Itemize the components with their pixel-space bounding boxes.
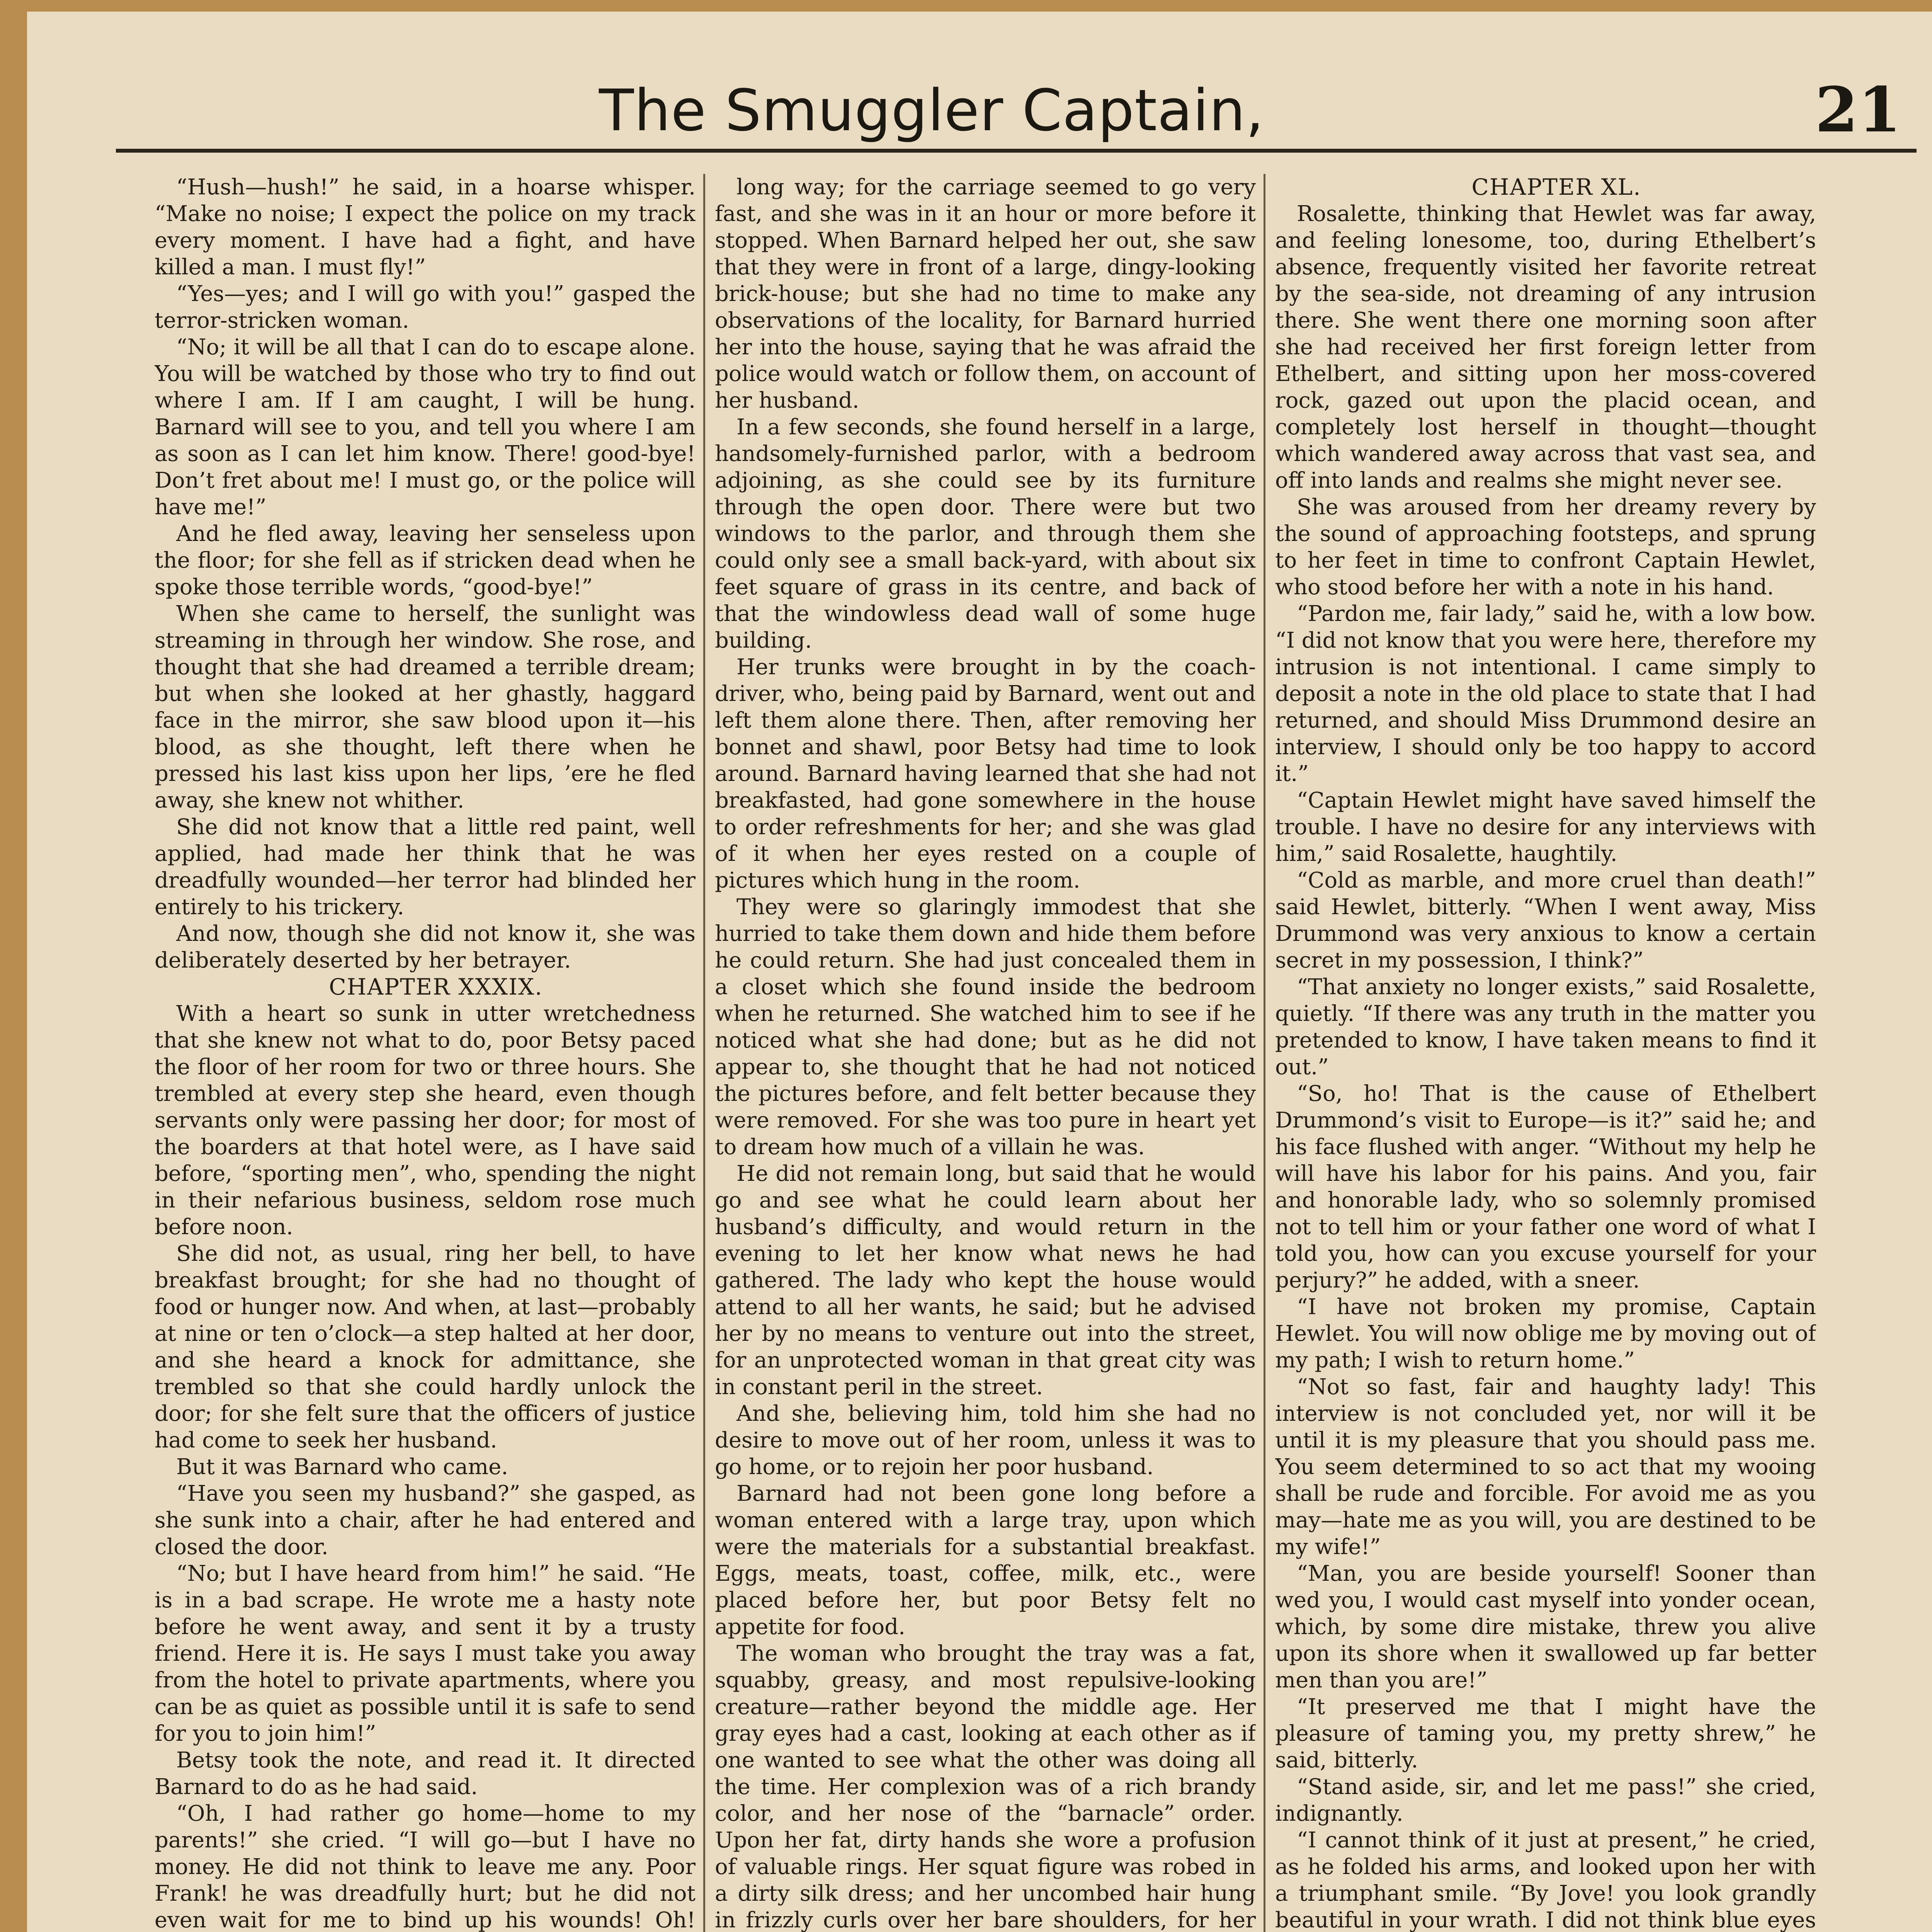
paragraph: She was aroused from her dreamy revery by the sound of approaching footsteps, and sprung to her feet in time to confront Captain Hewlet, who stood before her with a note in his hand. bbox=[1275, 495, 1816, 600]
column-1-paragraphs-after bbox=[155, 1000, 696, 1932]
paragraph: She did not know that a little red paint, well applied, had made her think that he was dreadfully wounded—her terror had blinded her entirely to his trickery. bbox=[155, 815, 696, 920]
column-3 bbox=[1275, 174, 1816, 1932]
paragraph: “Pardon me, fair lady,” said he, with a low bow. “I did not know that you were here, therefore my intrusion is not intentional. I came simply to deposit a note in the old place to state that I had returned, and should Miss Drummond desire an interview, I should only be too happy to accord it.” bbox=[1275, 601, 1816, 786]
paragraph: But it was Barnard who came. bbox=[176, 1454, 509, 1480]
paragraph: “That anxiety no longer exists,” said Rosalette, quietly. “If there was any truth in the matter you pretended to know, I have taken means to find it out.” bbox=[1275, 975, 1816, 1080]
paragraph: “No; it will be all that I can do to escape alone. You will be watched by those who try to find out where I am. If I am caught, I will be hung. Barnard will see to you, and tell you where I am as soon as I can let him know. There! good-bye! Don’t fret about me! I must go, or the police will have me!” bbox=[155, 335, 696, 520]
column-divider bbox=[703, 174, 705, 1932]
paragraph: And she, believing him, told him she had no desire to move out of her room, unless it was to go home, or to rejoin her poor husband. bbox=[715, 1401, 1256, 1480]
paragraph: “Stand aside, sir, and let me pass!” she cried, indignantly. bbox=[1275, 1774, 1816, 1826]
paragraph: With a heart so sunk in utter wretchedness that she knew not what to do, poor Betsy paced the floor of her room for two or three hours. She trembled at every step she heard, even though servants only were passing her door; for most of the boarders at that hotel were, as I have said before, “sporting men”, who, spending the night in their nefarious business, seldom rose much before noon. bbox=[155, 1001, 696, 1240]
header-rule bbox=[116, 149, 1917, 153]
paragraph: They were so glaringly immodest that she hurried to take them down and hide them before he could return. She had just concealed them in a closet which she found inside the bedroom when he returned. She watched him to see if he noticed what she had done; but as he did not appear to, she thought that he had not noticed the pictures before, and felt better because they were removed. For she was too pure in heart yet to dream how much of a villain he was. bbox=[715, 895, 1256, 1160]
paragraph: And he fled away, leaving her senseless upon the floor; for she fell as if stricken dead when he spoke those terrible words, “good-bye!” bbox=[155, 521, 696, 600]
paragraph: “Hush—hush!” he said, in a hoarse whisper. “Make no noise; I expect the police on my track every moment. I have had a fight, and have killed a man. I must fly!” bbox=[155, 175, 696, 280]
paragraph: In a few seconds, she found herself in a large, handsomely-furnished parlor, with a bedroom adjoining, as she could see by its furniture through the open door. There were but two windows to the parlor, and through them she could only see a small back-yard, with about six feet square of grass in its centre, and back of that the windowless dead wall of some huge building. bbox=[715, 415, 1256, 653]
page-header bbox=[27, 12, 1932, 151]
paragraph: “Captain Hewlet might have saved himself the trouble. I have no desire for any interviews with him,” said Rosalette, haughtily. bbox=[1275, 788, 1816, 866]
running-title: The Smuggler Captain, bbox=[599, 77, 1264, 144]
paragraph: long way; for the carriage seemed to go very fast, and she was in it an hour or more before it stopped. When Barnard helped her out, she saw that they were in front of a large, dingy-looking brick-house; but she had no time to make any observations of the locality, for Barnard hurried her into the house, saying that he was afraid the police would watch or follow them, on account of her husband. bbox=[715, 175, 1256, 413]
paragraph: He did not remain long, but said that he would go and see what he could learn about her husband’s difficulty, and would return in the evening to let her know what news he had gathered. The lady who kept the house would attend to all her wants, he said; but he advised her by no means to venture out into the street, for an unprotected woman in that great city was in constant peril in the street. bbox=[715, 1161, 1256, 1400]
chapter-heading: CHAPTER XXXIX. bbox=[329, 974, 543, 1000]
paragraph: “Yes—yes; and I will go with you!” gasped the terror-stricken woman. bbox=[155, 281, 696, 333]
paragraph: “Have you seen my husband?” she gasped, as she sunk into a chair, after he had entered and closed the door. bbox=[155, 1481, 696, 1560]
paragraph: And now, though she did not know it, she was deliberately deserted by her betrayer. bbox=[155, 921, 696, 973]
paragraph: Her trunks were brought in by the coach-driver, who, being paid by Barnard, went out and left them alone there. Then, after removing her bonnet and shawl, poor Betsy had time to look around. Barnard having learned that she had not breakfasted, had gone somewhere in the house to order refreshments for her; and she was glad of it when her eyes rested on a couple of pictures which hung in the room. bbox=[715, 655, 1256, 893]
paragraph: “Man, you are beside yourself! Sooner than wed you, I would cast myself into yonder ocean, which, by some dire mistake, threw you alive upon its shore when it swallowed up far better men than you are!” bbox=[1275, 1561, 1816, 1693]
page-number: 21 bbox=[1815, 73, 1901, 146]
paragraph: Barnard had not been gone long before a woman entered with a large tray, upon which were the materials for a substantial breakfast. Eggs, meats, toast, coffee, milk, etc., were placed before her, but poor Betsy felt no appetite for food. bbox=[715, 1481, 1256, 1639]
column-2-paragraphs bbox=[715, 174, 1256, 1932]
paragraph: “I cannot think of it just at present,” he cried, as he folded his arms, and looked upon her with a triumphant smile. “By Jove! you look grandly beautiful in your wrath. I did not think blue eyes bbox=[1275, 1828, 1816, 1932]
column-3-paragraphs bbox=[1275, 201, 1816, 1932]
paragraph: “Cold as marble, and more cruel than death!” said Hewlet, bitterly. “When I went away, Miss Drummond was very anxious to know a certain secret in my possession, I think?” bbox=[1275, 868, 1816, 973]
paragraph: When she came to herself, the sunlight was streaming in through her window. She rose, and thought that she had dreamed a terrible dream; but when she looked at her ghastly, haggard face in the mirror, she saw blood upon it—his blood, as she thought, left there when he pressed his last kiss upon her lips, ’ere he fled away, she knew not whither. bbox=[155, 601, 696, 813]
paragraph: The woman who brought the tray was a fat, squabby, greasy, and most repulsive-looking creature—rather beyond the middle age. Her gray eyes had a cast, looking at each other as if one wanted to see what the other was doing all the time. Her complexion was of a rich brandy color, and her nose of the “barnacle” order. Upon her fat, dirty hands she wore a profusion of valuable rings. Her squat figure was robed in a dirty silk dress; and her uncombed hair hung in frizzly curls over her bare shoulders, for her bbox=[715, 1641, 1256, 1932]
chapter-heading: CHAPTER XL. bbox=[1471, 174, 1641, 200]
paragraph: “Oh, I had rather go home—home to my parents!” she cried. “I will go—but I have no money. He did not think to leave me any. Poor Frank! he was dreadfully hurt; but he did not even wait for me to bind up his wounds! Oh! bbox=[155, 1801, 696, 1932]
paragraph: Betsy took the note, and read it. It directed Barnard to do as he had said. bbox=[155, 1748, 696, 1799]
column-1 bbox=[155, 174, 696, 1932]
column-1-paragraphs bbox=[155, 174, 696, 974]
paragraph: “No; but I have heard from him!” he said. “He is in a bad scrape. He wrote me a hasty note before he went away, and sent it by a trusty friend. Here it is. He says I must take you away from the hotel to private apartments, where you can be as quiet as possible until it is safe to send for you to join him!” bbox=[155, 1561, 696, 1746]
paragraph: She did not, as usual, ring her bell, to have breakfast brought; for she had no thought of food or hunger now. And when, at last—probably at nine or ten o’clock—a step halted at her door, and she heard a knock for admittance, she trembled so that she could hardly unlock the door; for she felt sure that the officers of justice had come to seek her husband. bbox=[155, 1241, 696, 1453]
paragraph: “I have not broken my promise, Captain Hewlet. You will now oblige me by moving out of my path; I wish to return home.” bbox=[1275, 1294, 1816, 1373]
paragraph: “Not so fast, fair and haughty lady! This interview is not concluded yet, nor will it be until it is my pleasure that you should pass me. You seem determined to so act that my wooing shall be rude and forcible. For avoid me as you may—hate me as you will, you are destined to be my wife!” bbox=[1275, 1374, 1816, 1560]
column-2 bbox=[715, 174, 1256, 1932]
paragraph: Rosalette, thinking that Hewlet was far away, and feeling lonesome, too, during Ethelbert’s absence, frequently visited her favorite retreat by the sea-side, not dreaming of any intrusion there. She went there one morning soon after she had received her first foreign letter from Ethelbert, and sitting upon her moss-covered rock, gazed out upon the placid ocean, and completely lost herself in thought—thought which wandered away across that vast sea, and off into lands and realms she might never see. bbox=[1275, 201, 1816, 493]
column-divider bbox=[1264, 174, 1265, 1932]
paragraph: “It preserved me that I might have the pleasure of taming you, my pretty shrew,” he said, bitterly. bbox=[1275, 1694, 1816, 1773]
paragraph: “So, ho! That is the cause of Ethelbert Drummond’s visit to Europe—is it?” said he; and his face flushed with anger. “Without my help he will have his labor for his pains. And you, fair and honorable lady, who so solemnly promised not to tell him or your father one word of what I told you, how can you excuse yourself for your perjury?” he added, with a sneer. bbox=[1275, 1081, 1816, 1293]
newspaper-page bbox=[27, 12, 1932, 1932]
